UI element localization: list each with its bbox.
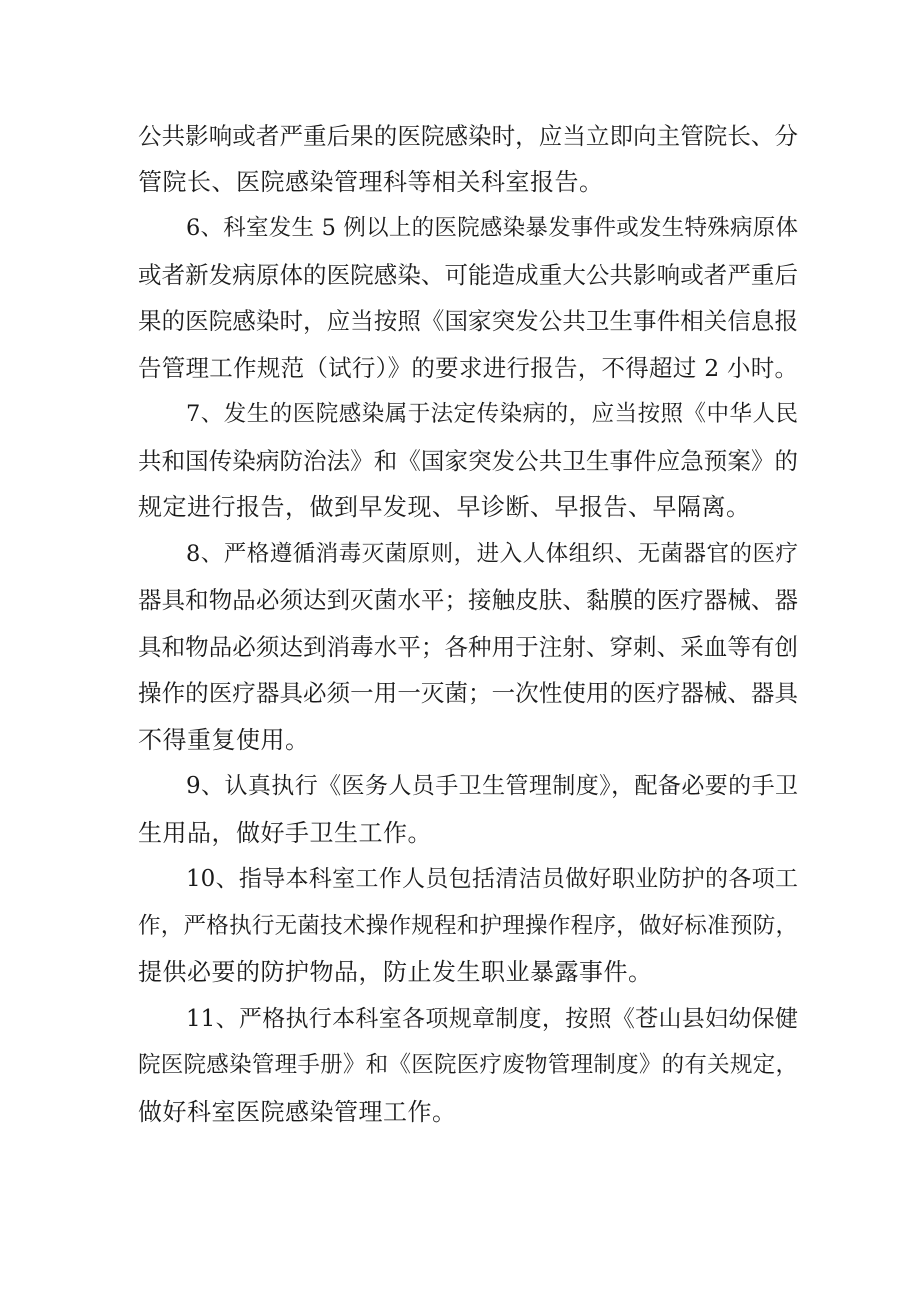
paragraph-line: 院医院感染管理手册》和《医院医疗废物管理制度》的有关规定，	[138, 1052, 798, 1078]
paragraph-line: 10、指导本科室工作人员包括清洁员做好职业防护的各项工	[186, 866, 798, 892]
paragraph-line: 作，严格执行无菌技术操作规程和护理操作程序，做好标准预防，	[138, 913, 798, 939]
paragraph-line: 管院长、医院感染管理科等相关科室报告。	[138, 168, 604, 196]
paragraph-line: 6、科室发生 5 例以上的医院感染暴发事件或发生特殊病原体	[186, 215, 798, 241]
paragraph-line: 果的医院感染时，应当按照《国家突发公共卫生事件相关信息报	[138, 307, 798, 335]
paragraph-line: 生用品，做好手卫生工作。	[138, 819, 432, 847]
paragraph-line: 告管理工作规范（试行）》的要求进行报告，不得超过 2 小时。	[138, 354, 798, 382]
paragraph-line: 共和国传染病防治法》和《国家突发公共卫生事件应急预案》的	[138, 447, 798, 475]
paragraph-line: 具和物品必须达到消毒水平；各种用于注射、穿刺、采血等有创	[138, 633, 798, 661]
paragraph-line: 器具和物品必须达到灭菌水平；接触皮肤、黏膜的医疗器械、器	[138, 586, 798, 614]
paragraph-line: 11、严格执行本科室各项规章制度，按照《苍山县妇幼保健	[186, 1006, 798, 1032]
paragraph-line: 7、发生的医院感染属于法定传染病的，应当按照《中华人民	[186, 401, 798, 427]
paragraph-line: 不得重复使用。	[138, 726, 310, 754]
paragraph-line: 或者新发病原体的医院感染、可能造成重大公共影响或者严重后	[138, 261, 798, 289]
paragraph-line: 8、严格遵循消毒灭菌原则，进入人体组织、无菌器官的医疗	[186, 541, 798, 567]
paragraph-line: 操作的医疗器具必须一用一灭菌；一次性使用的医疗器械、器具	[138, 679, 798, 707]
paragraph-line: 公共影响或者严重后果的医院感染时，应当立即向主管院长、分	[138, 122, 798, 150]
paragraph-line: 9、认真执行《医务人员手卫生管理制度》，配备必要的手卫	[186, 773, 798, 799]
paragraph-line: 规定进行报告，做到早发现、早诊断、早报告、早隔离。	[138, 493, 751, 521]
paragraph-line: 提供必要的防护物品，防止发生职业暴露事件。	[138, 958, 653, 986]
paragraph-line: 做好科室医院感染管理工作。	[138, 1098, 457, 1126]
